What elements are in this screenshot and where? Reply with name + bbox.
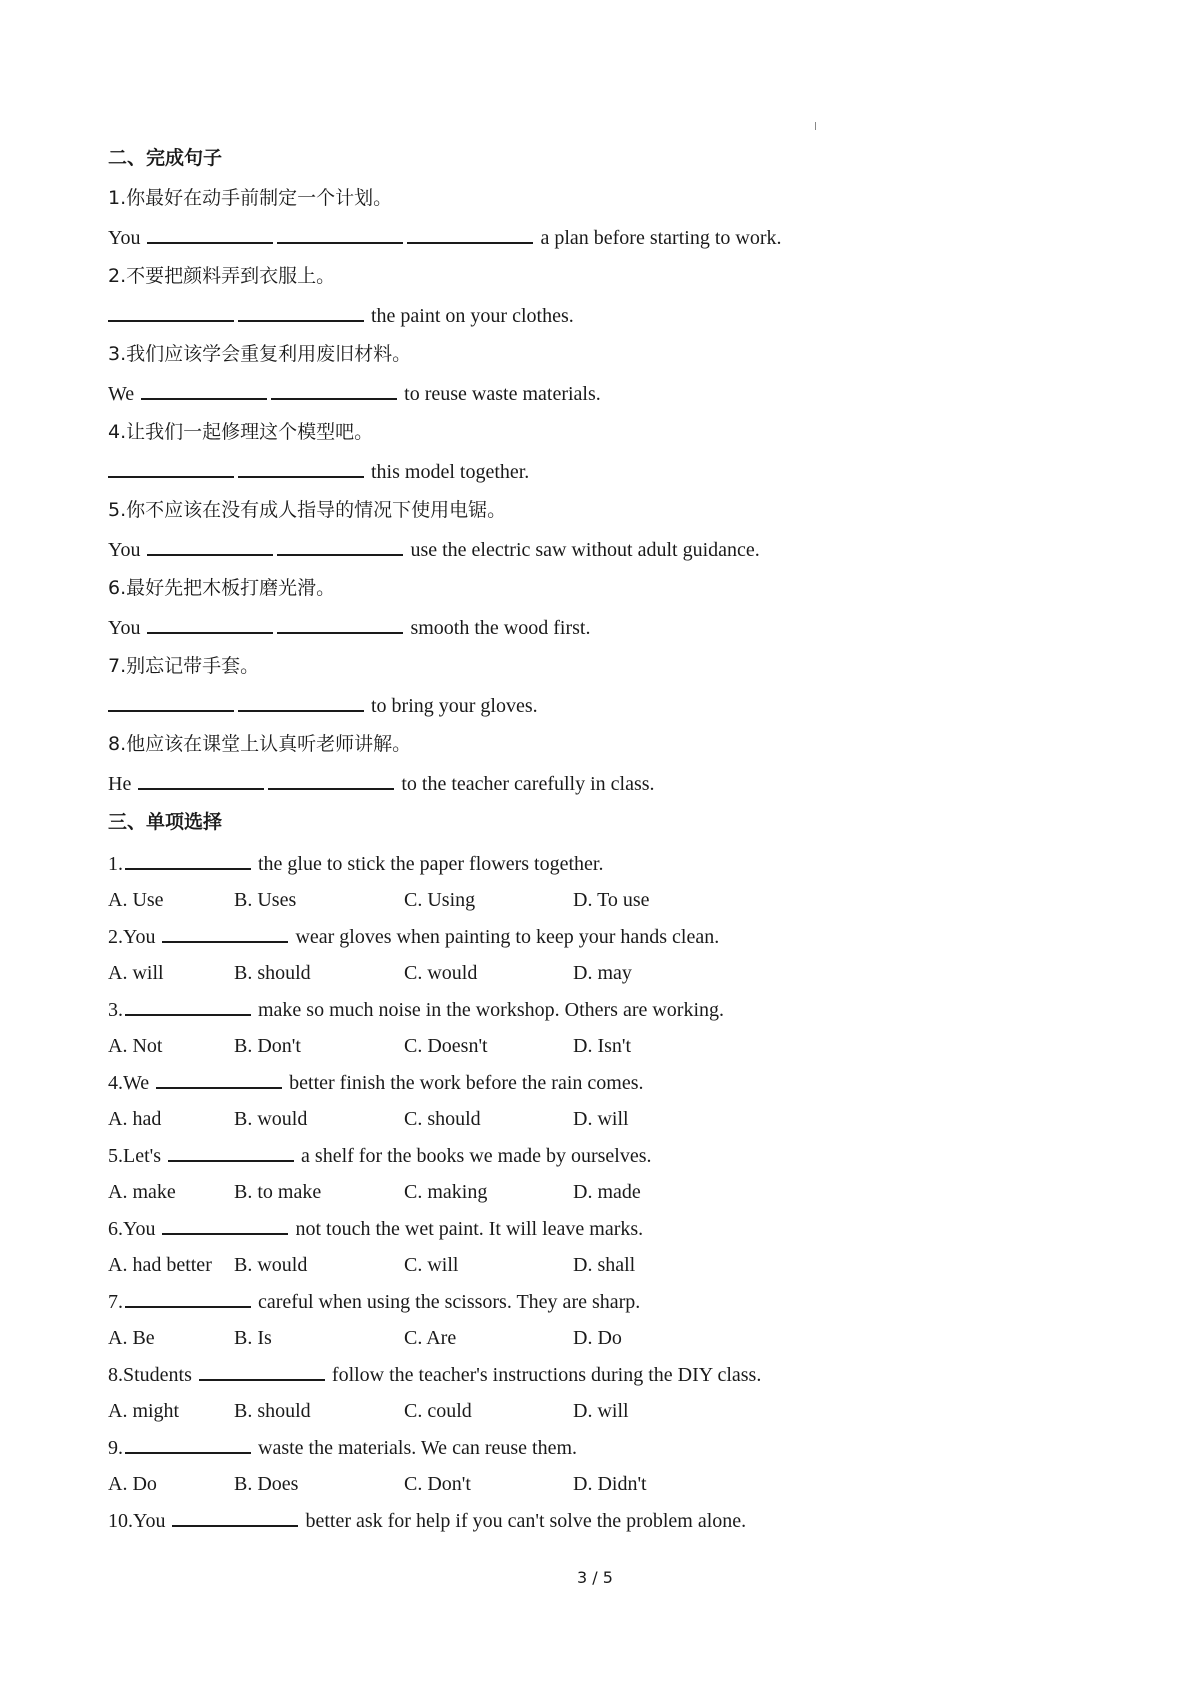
s2-q7-chinese: 7.别忘记带手套。	[108, 655, 260, 677]
sentence-suffix: use the electric saw without adult guidance.	[410, 539, 760, 561]
s3-q9-options	[108, 1469, 868, 1499]
option-c[interactable]: C. Using	[404, 889, 476, 911]
option-c[interactable]: C. could	[404, 1400, 472, 1422]
s3-q3-stem	[108, 994, 724, 1024]
question-prefix: 2.You	[108, 926, 156, 948]
option-d[interactable]: D. To use	[573, 889, 650, 911]
s3-q7-options	[108, 1323, 868, 1353]
s3-q1-options	[108, 885, 868, 915]
option-b[interactable]: B. would	[234, 1254, 308, 1276]
option-a[interactable]: A. Be	[108, 1327, 155, 1349]
answer-blank[interactable]	[108, 300, 234, 322]
option-b[interactable]: B. to make	[234, 1181, 322, 1203]
answer-blank[interactable]	[407, 222, 533, 244]
option-c[interactable]: C. will	[404, 1254, 459, 1276]
question-prefix: 5.Let's	[108, 1145, 162, 1167]
option-b[interactable]: B. Is	[234, 1327, 272, 1349]
s2-q3-chinese: 3.我们应该学会重复利用废旧材料。	[108, 343, 412, 365]
s3-q6-stem	[108, 1213, 643, 1243]
option-d[interactable]: D. Do	[573, 1327, 622, 1349]
option-b[interactable]: B. Does	[234, 1473, 299, 1495]
s2-q4-sentence	[108, 456, 529, 486]
question-suffix: careful when using the scissors. They are sharp.	[258, 1291, 641, 1313]
option-c[interactable]: C. Don't	[404, 1473, 471, 1495]
question-prefix: 6.You	[108, 1218, 156, 1240]
answer-blank[interactable]	[277, 612, 403, 634]
question-prefix: 3.	[108, 999, 123, 1021]
answer-blank[interactable]	[147, 612, 273, 634]
option-b[interactable]: B. Don't	[234, 1035, 301, 1057]
answer-blank[interactable]	[168, 1140, 294, 1162]
option-c[interactable]: C. Are	[404, 1327, 457, 1349]
sentence-suffix: to the teacher carefully in class.	[401, 773, 655, 795]
s3-q4-options	[108, 1104, 868, 1134]
answer-blank[interactable]	[238, 456, 364, 478]
answer-blank[interactable]	[238, 300, 364, 322]
s3-q1-stem	[108, 848, 603, 878]
option-d[interactable]: D. may	[573, 962, 632, 984]
question-prefix: 10.You	[108, 1510, 166, 1532]
sentence-suffix: to bring your gloves.	[371, 695, 538, 717]
s2-q2-chinese: 2.不要把颜料弄到衣服上。	[108, 265, 336, 287]
s2-q2-sentence	[108, 300, 574, 330]
answer-blank[interactable]	[156, 1067, 282, 1089]
s2-q1-sentence	[108, 222, 782, 252]
answer-blank[interactable]	[125, 848, 251, 870]
option-a[interactable]: A. make	[108, 1181, 176, 1203]
option-c[interactable]: C. Doesn't	[404, 1035, 488, 1057]
option-a[interactable]: A. Do	[108, 1473, 157, 1495]
answer-blank[interactable]	[271, 378, 397, 400]
option-d[interactable]: D. Isn't	[573, 1035, 632, 1057]
s2-q8-chinese: 8.他应该在课堂上认真听老师讲解。	[108, 733, 412, 755]
option-a[interactable]: A. had	[108, 1108, 162, 1130]
sentence-prefix: You	[108, 227, 141, 249]
question-prefix: 4.We	[108, 1072, 150, 1094]
answer-blank[interactable]	[147, 534, 273, 556]
option-c[interactable]: C. making	[404, 1181, 488, 1203]
s3-q7-stem	[108, 1286, 640, 1316]
s2-q7-sentence	[108, 690, 538, 720]
s3-q8-stem	[108, 1359, 761, 1389]
s3-q2-options	[108, 958, 868, 988]
s2-q3-sentence	[108, 378, 601, 408]
question-prefix: 8.Students	[108, 1364, 192, 1386]
s3-q3-options	[108, 1031, 868, 1061]
option-c[interactable]: C. should	[404, 1108, 481, 1130]
option-d[interactable]: D. Didn't	[573, 1473, 647, 1495]
question-suffix: follow the teacher's instructions during the DIY class.	[331, 1364, 762, 1386]
margin-mark	[815, 122, 816, 130]
s2-q6-chinese: 6.最好先把木板打磨光滑。	[108, 577, 336, 599]
answer-blank[interactable]	[162, 1213, 288, 1235]
sentence-suffix: this model together.	[371, 461, 530, 483]
sentence-suffix: a plan before starting to work.	[540, 227, 782, 249]
s3-q2-stem	[108, 921, 719, 951]
answer-blank[interactable]	[108, 456, 234, 478]
option-a[interactable]: A. Not	[108, 1035, 163, 1057]
s2-q4-chinese: 4.让我们一起修理这个模型吧。	[108, 421, 374, 443]
question-suffix: better ask for help if you can't solve the problem alone.	[305, 1510, 747, 1532]
answer-blank[interactable]	[277, 534, 403, 556]
s3-q5-stem	[108, 1140, 652, 1170]
s2-q6-sentence	[108, 612, 590, 642]
question-suffix: not touch the wet paint. It will leave marks.	[295, 1218, 644, 1240]
answer-blank[interactable]	[162, 921, 288, 943]
question-suffix: waste the materials. We can reuse them.	[258, 1437, 578, 1459]
answer-blank[interactable]	[172, 1505, 298, 1527]
sentence-prefix: He	[108, 773, 132, 795]
sentence-suffix: the paint on your clothes.	[371, 305, 574, 327]
s2-q5-chinese: 5.你不应该在没有成人指导的情况下使用电锯。	[108, 499, 507, 521]
s3-q5-options	[108, 1177, 868, 1207]
answer-blank[interactable]	[125, 994, 251, 1016]
question-suffix: the glue to stick the paper flowers together.	[258, 853, 604, 875]
s2-q1-chinese: 1.你最好在动手前制定一个计划。	[108, 187, 393, 209]
option-d[interactable]: D. will	[573, 1108, 629, 1130]
option-a[interactable]: A. had better	[108, 1254, 212, 1276]
section-2-heading: 二、完成句子	[108, 147, 223, 169]
answer-blank[interactable]	[125, 1286, 251, 1308]
sentence-suffix: to reuse waste materials.	[404, 383, 601, 405]
answer-blank[interactable]	[147, 222, 273, 244]
option-a[interactable]: A. Use	[108, 889, 164, 911]
answer-blank[interactable]	[108, 690, 234, 712]
option-a[interactable]: A. might	[108, 1400, 180, 1422]
question-prefix: 1.	[108, 853, 123, 875]
answer-blank[interactable]	[277, 222, 403, 244]
sentence-prefix: We	[108, 383, 135, 405]
answer-blank[interactable]	[125, 1432, 251, 1454]
answer-blank[interactable]	[238, 690, 364, 712]
answer-blank[interactable]	[268, 768, 394, 790]
s2-q5-sentence	[108, 534, 760, 564]
question-suffix: better finish the work before the rain comes.	[289, 1072, 644, 1094]
question-suffix: make so much noise in the workshop. Others are working.	[258, 999, 725, 1021]
option-b[interactable]: B. should	[234, 1400, 311, 1422]
sentence-suffix: smooth the wood first.	[410, 617, 591, 639]
s3-q10-stem	[108, 1505, 746, 1535]
option-c[interactable]: C. would	[404, 962, 478, 984]
sentence-prefix: You	[108, 539, 141, 561]
option-a[interactable]: A. will	[108, 962, 164, 984]
option-d[interactable]: D. made	[573, 1181, 641, 1203]
option-b[interactable]: B. Uses	[234, 889, 297, 911]
question-suffix: wear gloves when painting to keep your hands clean.	[295, 926, 720, 948]
question-prefix: 7.	[108, 1291, 123, 1313]
option-b[interactable]: B. would	[234, 1108, 308, 1130]
option-b[interactable]: B. should	[234, 962, 311, 984]
question-suffix: a shelf for the books we made by ourselves.	[301, 1145, 652, 1167]
s3-q8-options	[108, 1396, 868, 1426]
answer-blank[interactable]	[199, 1359, 325, 1381]
s2-q8-sentence	[108, 768, 655, 798]
option-d[interactable]: D. will	[573, 1400, 629, 1422]
s3-q9-stem	[108, 1432, 577, 1462]
answer-blank[interactable]	[138, 768, 264, 790]
question-prefix: 9.	[108, 1437, 123, 1459]
section-3-heading: 三、单项选择	[108, 811, 223, 833]
answer-blank[interactable]	[141, 378, 267, 400]
sentence-prefix: You	[108, 617, 141, 639]
page-number: 3 / 5	[577, 1568, 613, 1587]
s3-q4-stem	[108, 1067, 643, 1097]
option-d[interactable]: D. shall	[573, 1254, 636, 1276]
s3-q6-options	[108, 1250, 868, 1280]
